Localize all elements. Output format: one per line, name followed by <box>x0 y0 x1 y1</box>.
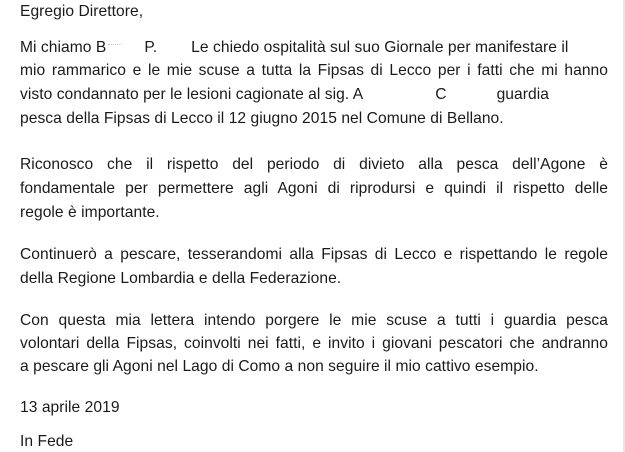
letter-date: 13 aprile 2019 <box>20 399 120 416</box>
paragraph3-line1: Continuerò a pescare, tesserandomi alla Fipsas di Lecco e rispettando le regole <box>20 246 608 263</box>
closing: In Fede <box>20 433 74 450</box>
paragraph1-line3 <box>20 85 608 104</box>
redacted-surname-initial: C <box>435 86 447 103</box>
paragraph4-line3: a pescare gli Agoni nel Lago di Como a non seguire il mio cattivo esempio. <box>20 358 539 375</box>
paragraph1-line3-start: visto condannato per le lesioni cagionate al sig. A <box>20 86 364 103</box>
salutation: Egregio Direttore, <box>20 3 144 20</box>
initial-text: P. <box>144 39 158 56</box>
redaction-mark <box>108 44 122 51</box>
paragraph2-line2: fondamentale per permettere agli Agoni di riprodursi e quindi il rispetto delle <box>20 180 608 197</box>
paragraph3-line2: della Regione Lombardia e della Federazione. <box>20 270 342 287</box>
paragraph1-line1 <box>20 38 608 57</box>
intro-text: Mi chiamo B <box>20 39 107 56</box>
paragraph1-line2: mio rammarico e le mie scuse a tutta la Fipsas di Lecco per i fatti che mi hanno <box>20 62 608 79</box>
paragraph2-line3: regole è importante. <box>20 204 160 221</box>
paragraph1-line3-end: guardia <box>496 86 549 103</box>
paragraph1-line1-rest: Le chiedo ospitalità sul suo Giornale per manifestare il <box>191 39 569 56</box>
paragraph2-line1: Riconosco che il rispetto del periodo di divieto alla pesca dell’Agone è <box>20 156 608 173</box>
paragraph1-line4: pesca della Fipsas di Lecco il 12 giugno 2015 nel Comune di Bellano. <box>20 110 504 127</box>
paragraph4-line1: Con questa mia lettera intendo porgere le mie scuse a tutti i guardia pesca <box>20 312 608 329</box>
paragraph4-line2: volontari della Fipsas, coinvolti nei fatti, e invito i giovani pescatori che andranno <box>20 335 608 352</box>
